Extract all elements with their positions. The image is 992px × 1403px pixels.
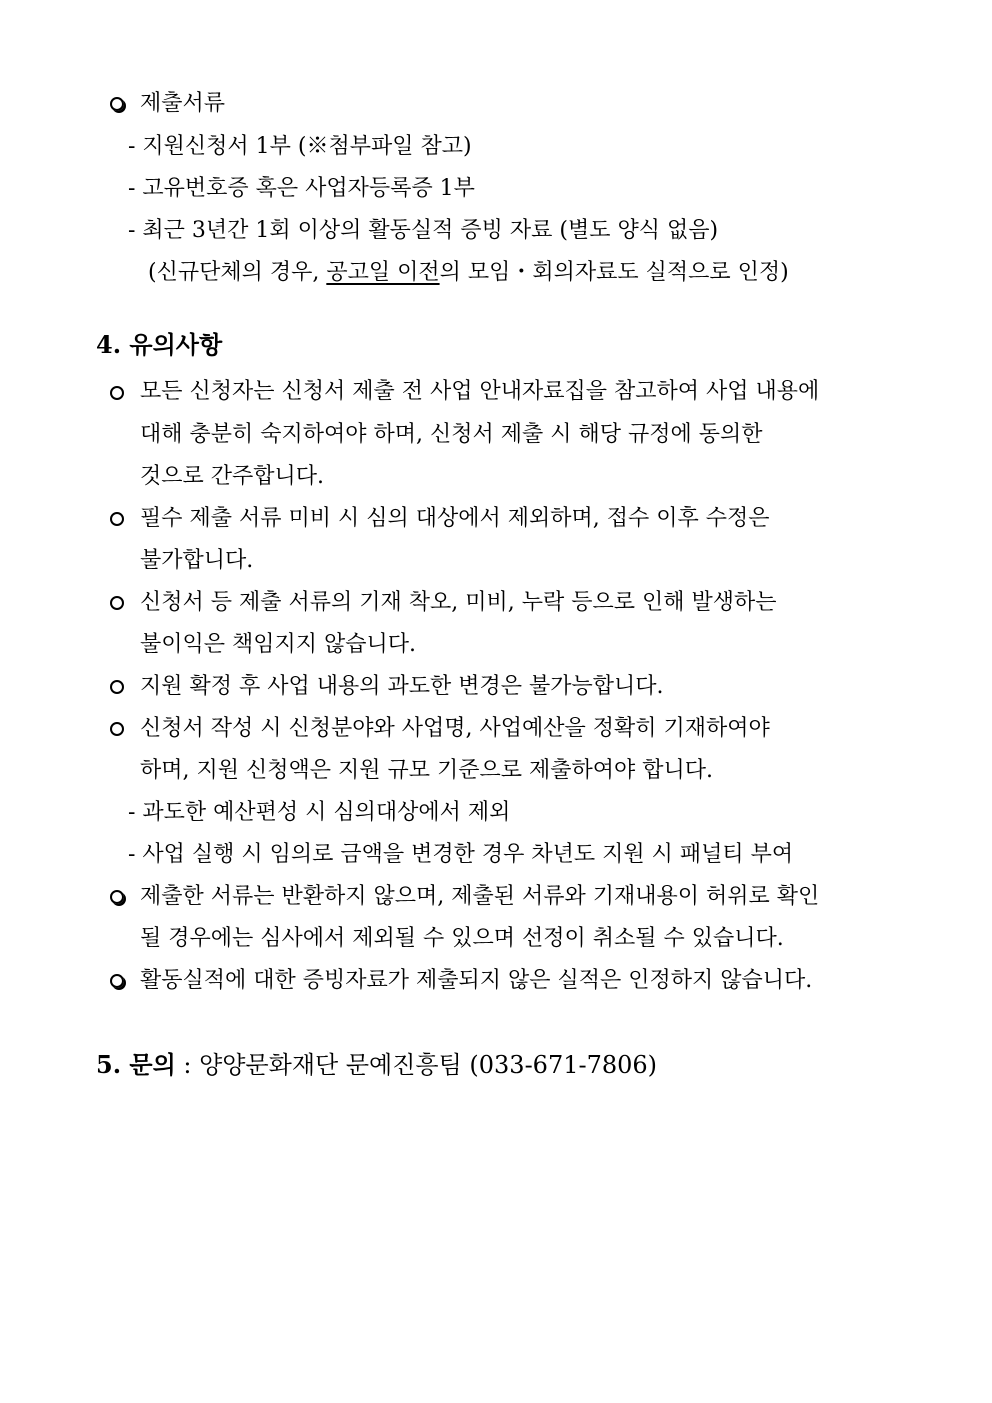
notice-text: 모든 신청자는 신청서 제출 전 사업 안내자료집을 참고하여 사업 내용에 (140, 379, 820, 404)
notice-subitem: - 사업 실행 시 임의로 금액을 변경한 경우 차년도 지원 시 패널티 부여 (128, 842, 794, 867)
bullet-icon (110, 386, 124, 400)
bullet-icon (110, 512, 124, 526)
document-item: - 최근 3년간 1회 이상의 활동실적 증빙 자료 (별도 양식 없음) (128, 218, 719, 243)
bullet-icon (110, 722, 124, 736)
notice-text: 것으로 간주합니다. (140, 464, 325, 489)
bullet-icon (110, 974, 124, 988)
notice-text: 대해 충분히 숙지하여야 하며, 신청서 제출 시 해당 규정에 동의한 (140, 422, 763, 447)
section-5-title: 5. 문의 (96, 1050, 176, 1079)
bullet-icon (110, 596, 124, 610)
documents-note (148, 258, 789, 288)
notice-text: 제출한 서류는 반환하지 않으며, 제출된 서류와 기재내용이 허위로 확인 (140, 884, 820, 909)
section-5 (96, 1050, 657, 1080)
notice-text: 불가합니다. (140, 548, 254, 573)
notice-text: 신청서 등 제출 서류의 기재 착오, 미비, 누락 등으로 인해 발생하는 (140, 590, 777, 615)
notice-text: 활동실적에 대한 증빙자료가 제출되지 않은 실적은 인정하지 않습니다. (140, 968, 813, 993)
notice-text: 하며, 지원 신청액은 지원 규모 기준으로 제출하여야 합니다. (140, 758, 713, 783)
notice-text: 신청서 작성 시 신청분야와 사업명, 사업예산을 정확히 기재하여야 (140, 716, 770, 741)
bullet-icon (110, 890, 124, 904)
document-item: - 고유번호증 혹은 사업자등록증 1부 (128, 176, 475, 201)
notice-text: 필수 제출 서류 미비 시 심의 대상에서 제외하며, 접수 이후 수정은 (140, 506, 770, 531)
note-text: 의 모임・회의자료도 실적으로 인정) (439, 260, 789, 285)
document-item: - 지원신청서 1부 (※첨부파일 참고) (128, 134, 472, 159)
notice-text: 될 경우에는 심사에서 제외될 수 있으며 선정이 취소될 수 있습니다. (140, 926, 784, 951)
section-4-title: 4. 유의사항 (96, 330, 223, 359)
note-text: (신규단체의 경우, (148, 260, 327, 285)
notice-subitem: - 과도한 예산편성 시 심의대상에서 제외 (128, 800, 511, 825)
documents-heading: 제출서류 (140, 91, 226, 116)
notice-text: 불이익은 책임지지 않습니다. (140, 632, 417, 657)
contact-info: : 양양문화재단 문예진흥팀 (033-671-7806) (175, 1051, 658, 1079)
bullet-icon (110, 680, 124, 694)
bullet-icon (110, 97, 124, 111)
note-underlined-text: 공고일 이전 (326, 260, 440, 285)
notice-text: 지원 확정 후 사업 내용의 과도한 변경은 불가능합니다. (140, 674, 664, 699)
